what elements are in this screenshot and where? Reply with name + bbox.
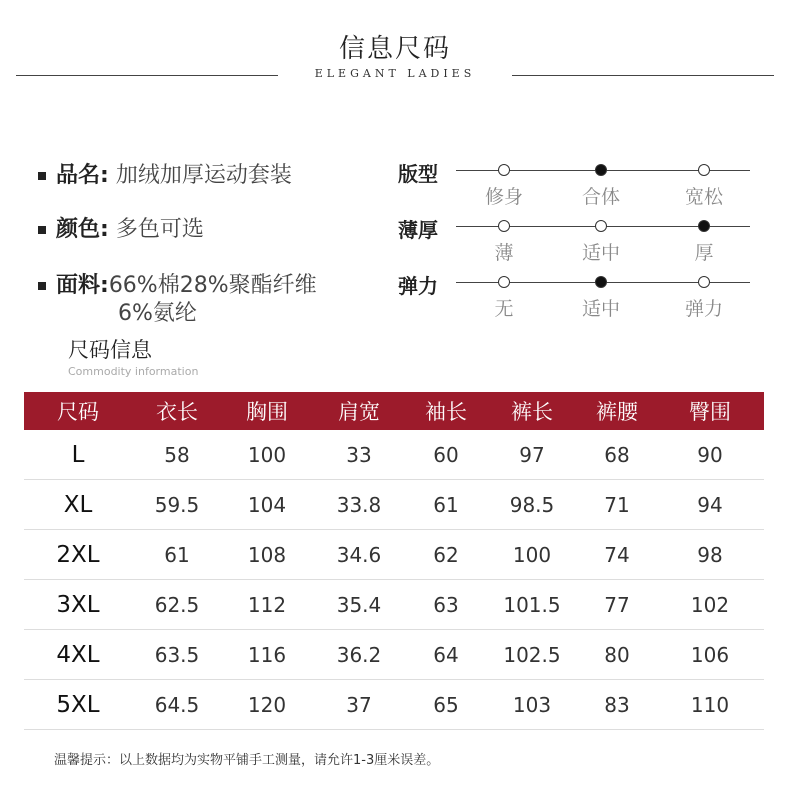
measurement-cell: 100 xyxy=(222,430,312,480)
measurement-cell: 60 xyxy=(406,430,486,480)
scale-label: 版型 xyxy=(398,162,438,186)
subtitle: ELEGANT LADIES xyxy=(314,67,476,80)
measurement-cell: 63 xyxy=(406,580,486,630)
measurement-cell: 102.5 xyxy=(486,630,578,680)
size-cell: 2XL xyxy=(24,530,132,580)
measurement-cell: 83 xyxy=(578,680,656,730)
info-label: 颜色: xyxy=(56,217,109,242)
scale-dot xyxy=(698,164,710,176)
section-subtitle: Commodity information xyxy=(68,365,199,378)
info-value: 多色可选 xyxy=(115,217,204,242)
measurement-cell: 35.4 xyxy=(312,580,406,630)
measurement-cell: 106 xyxy=(656,630,764,680)
column-header: 裤腰 xyxy=(578,392,656,430)
info-value-line2: 6%氨纶 xyxy=(118,301,197,326)
table-row xyxy=(24,680,764,730)
measurement-note: 温馨提示：以上数据均为实物平铺手工测量，请允许1-3厘米误差。 xyxy=(54,753,440,768)
measurement-cell: 33 xyxy=(312,430,406,480)
column-header: 肩宽 xyxy=(312,392,406,430)
table-row xyxy=(24,430,764,480)
measurement-cell: 64.5 xyxy=(132,680,222,730)
scale-dot xyxy=(498,220,510,232)
measurement-cell: 59.5 xyxy=(132,480,222,530)
size-cell: 3XL xyxy=(24,580,132,630)
scale-option: 适中 xyxy=(581,298,620,320)
scale-option: 厚 xyxy=(694,242,714,264)
measurement-cell: 100 xyxy=(486,530,578,580)
measurement-cell: 112 xyxy=(222,580,312,630)
column-header: 衣长 xyxy=(132,392,222,430)
table-row xyxy=(24,630,764,680)
measurement-cell: 36.2 xyxy=(312,630,406,680)
table-row xyxy=(24,530,764,580)
measurement-cell: 90 xyxy=(656,430,764,480)
column-header: 裤长 xyxy=(486,392,578,430)
section-title: 尺码信息 xyxy=(68,338,152,362)
table-header-row xyxy=(24,392,764,430)
size-cell: 4XL xyxy=(24,630,132,680)
measurement-cell: 98 xyxy=(656,530,764,580)
measurement-cell: 108 xyxy=(222,530,312,580)
scale-option: 薄 xyxy=(494,242,514,264)
bullet-icon xyxy=(38,172,46,180)
info-color xyxy=(38,212,204,243)
table-row xyxy=(24,480,764,530)
bullet-icon xyxy=(38,282,46,290)
measurement-cell: 61 xyxy=(406,480,486,530)
scale-dot xyxy=(698,276,710,288)
scale-dot-selected xyxy=(595,164,607,176)
column-header: 尺码 xyxy=(24,392,132,430)
measurement-cell: 64 xyxy=(406,630,486,680)
scale-option: 修身 xyxy=(484,186,523,208)
scale-dot xyxy=(498,164,510,176)
measurement-cell: 63.5 xyxy=(132,630,222,680)
measurement-cell: 120 xyxy=(222,680,312,730)
column-header: 臀围 xyxy=(656,392,764,430)
measurement-cell: 101.5 xyxy=(486,580,578,630)
scale-dot xyxy=(595,220,607,232)
measurement-cell: 97 xyxy=(486,430,578,480)
scale-dot-selected xyxy=(595,276,607,288)
bullet-icon xyxy=(38,226,46,234)
measurement-cell: 103 xyxy=(486,680,578,730)
scale-option: 宽松 xyxy=(684,186,723,208)
info-label: 品名: xyxy=(56,163,109,188)
measurement-cell: 110 xyxy=(656,680,764,730)
measurement-cell: 65 xyxy=(406,680,486,730)
title-ornament xyxy=(16,64,774,88)
size-cell: XL xyxy=(24,480,132,530)
size-cell: 5XL xyxy=(24,680,132,730)
table-row xyxy=(24,580,764,630)
column-header: 袖长 xyxy=(406,392,486,430)
measurement-cell: 94 xyxy=(656,480,764,530)
scale-option: 弹力 xyxy=(684,298,723,320)
info-label: 面料: xyxy=(56,273,109,298)
info-name xyxy=(38,158,292,189)
page-title: 信息尺码 xyxy=(338,34,451,64)
measurement-cell: 37 xyxy=(312,680,406,730)
measurement-cell: 33.8 xyxy=(312,480,406,530)
measurement-cell: 62 xyxy=(406,530,486,580)
measurement-cell: 62.5 xyxy=(132,580,222,630)
measurement-cell: 71 xyxy=(578,480,656,530)
measurement-cell: 104 xyxy=(222,480,312,530)
scale-option: 合体 xyxy=(581,186,620,208)
scale-option: 适中 xyxy=(581,242,620,264)
measurement-cell: 58 xyxy=(132,430,222,480)
measurement-cell: 61 xyxy=(132,530,222,580)
measurement-cell: 116 xyxy=(222,630,312,680)
scale-dot xyxy=(498,276,510,288)
measurement-cell: 74 xyxy=(578,530,656,580)
scale-label: 弹力 xyxy=(398,274,438,298)
measurement-cell: 98.5 xyxy=(486,480,578,530)
column-header: 胸围 xyxy=(222,392,312,430)
info-value: 66%棉28%聚酯纤维 xyxy=(108,273,317,298)
info-fabric xyxy=(38,268,317,326)
table-body xyxy=(24,430,764,730)
size-table xyxy=(24,392,764,730)
measurement-cell: 34.6 xyxy=(312,530,406,580)
measurement-cell: 102 xyxy=(656,580,764,630)
measurement-cell: 80 xyxy=(578,630,656,680)
scale-label: 薄厚 xyxy=(398,218,438,242)
scale-dot-selected xyxy=(698,220,710,232)
size-cell: L xyxy=(24,430,132,480)
measurement-cell: 68 xyxy=(578,430,656,480)
measurement-cell: 77 xyxy=(578,580,656,630)
scale-option: 无 xyxy=(494,298,514,320)
info-value: 加绒加厚运动套装 xyxy=(115,163,292,188)
